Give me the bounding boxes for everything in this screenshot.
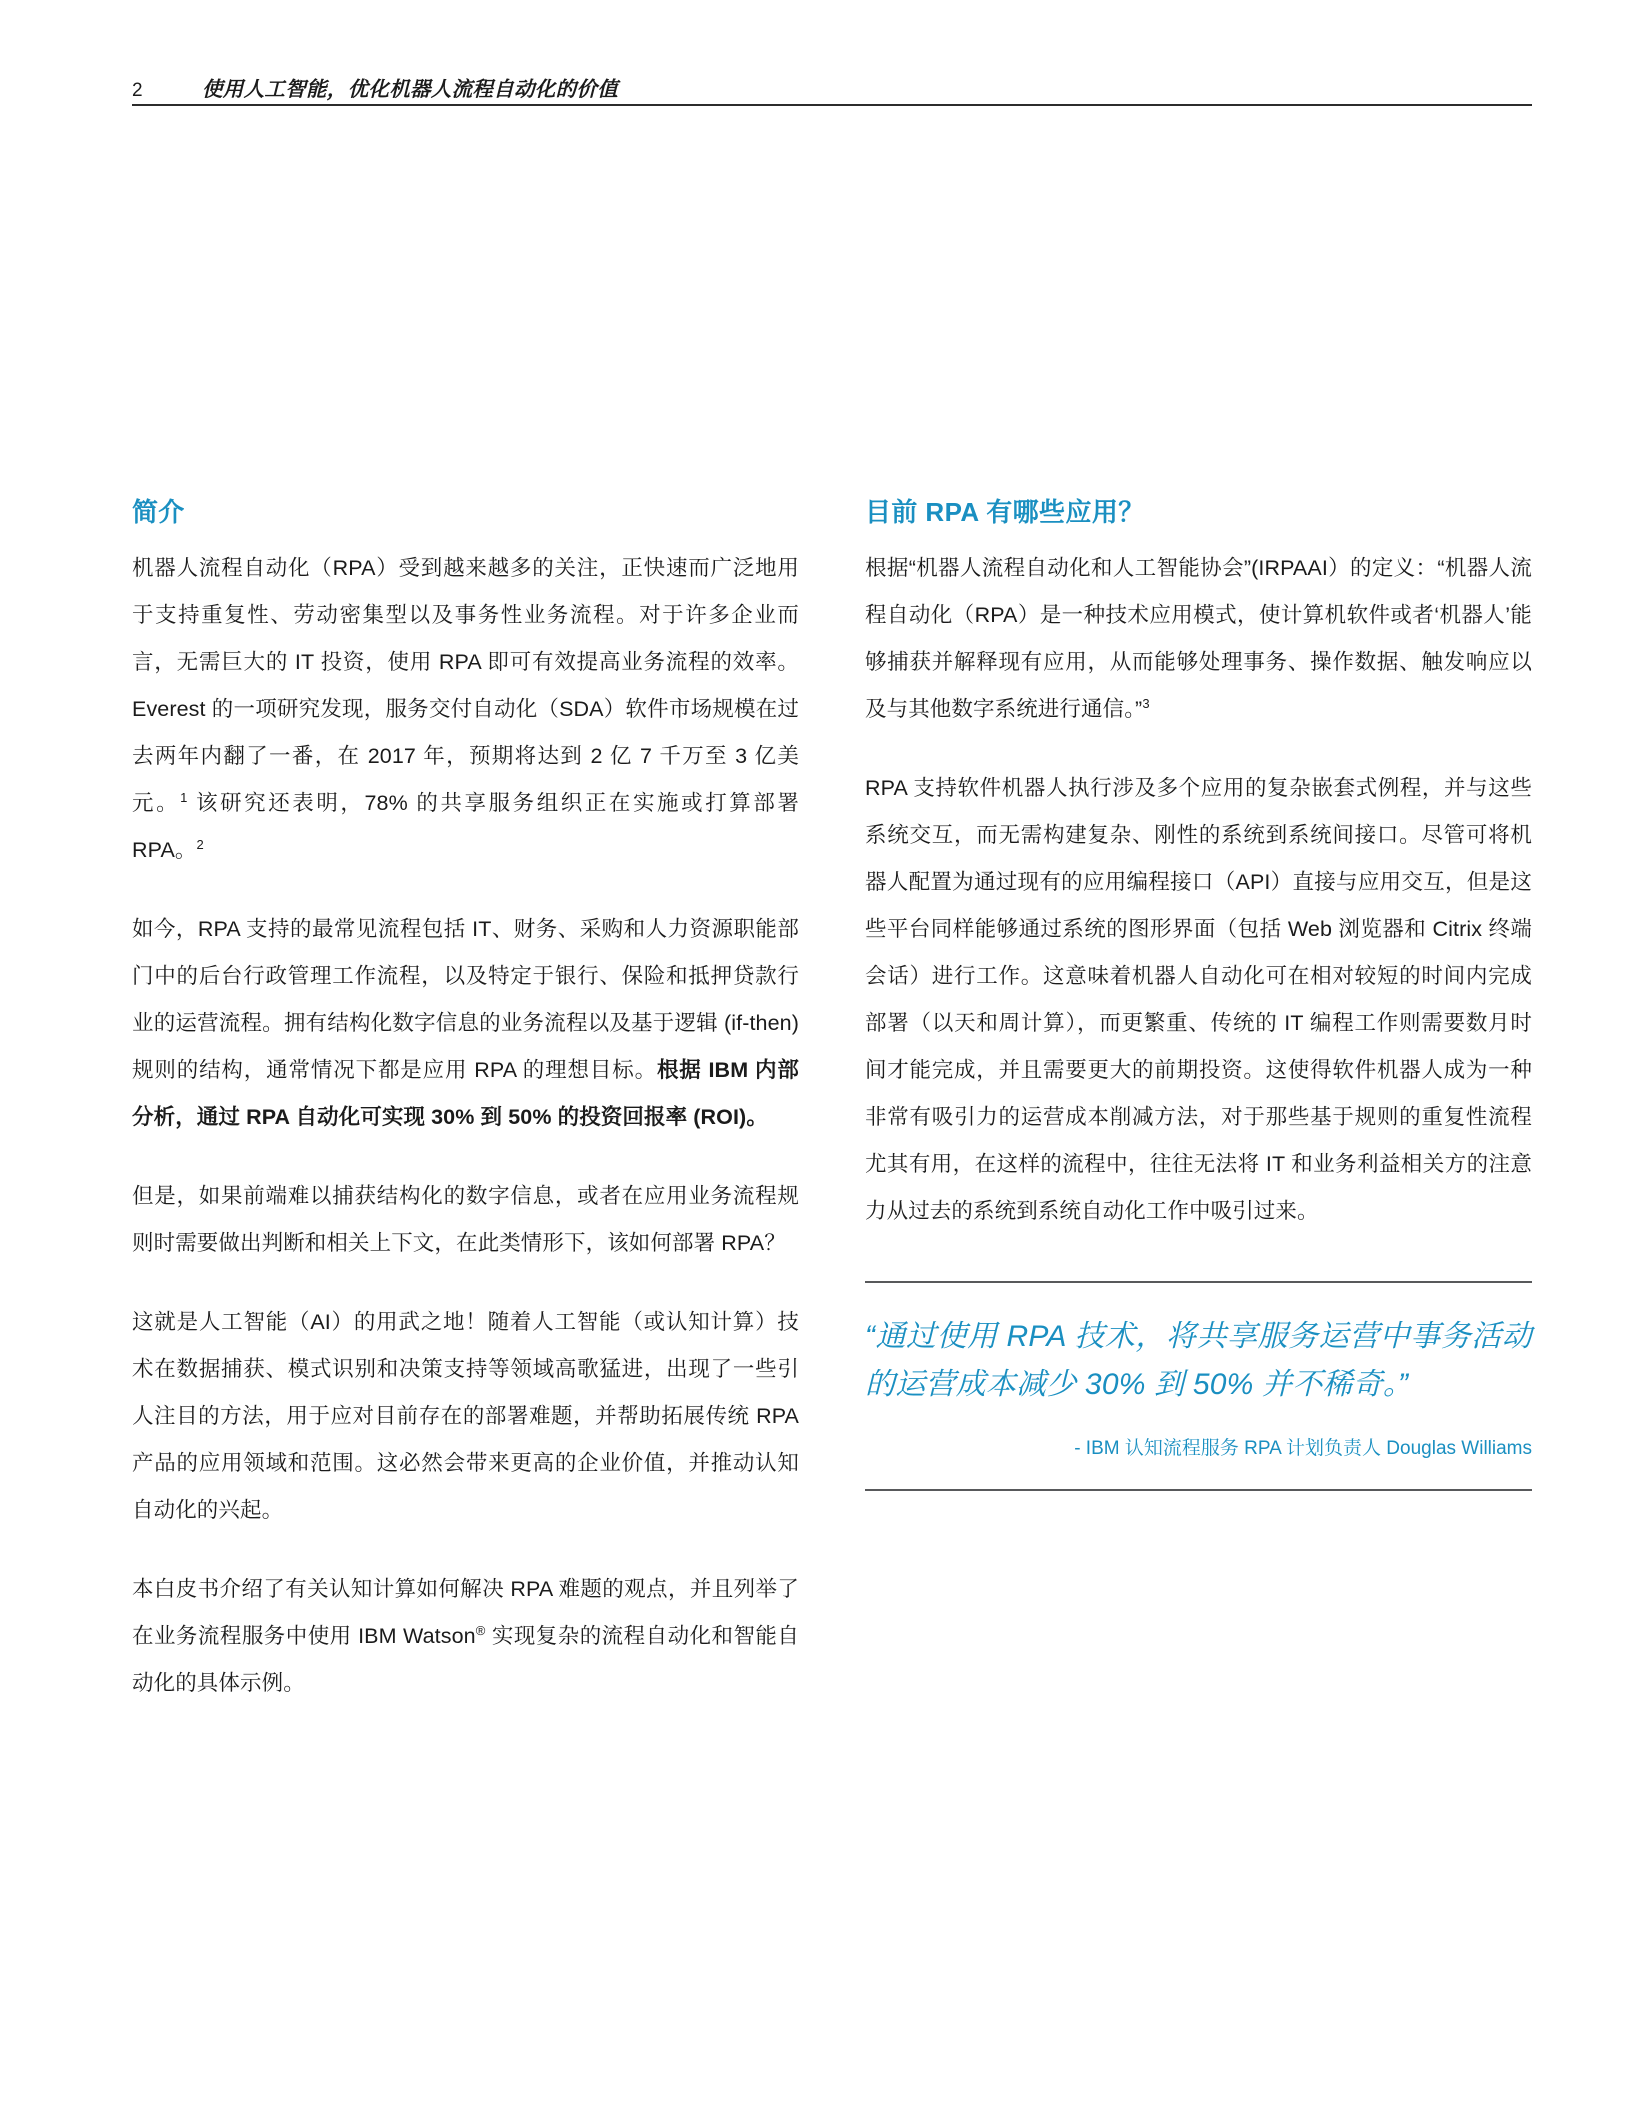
- registered-mark: ®: [475, 1623, 486, 1639]
- pull-quote-attribution: - IBM 认知流程服务 RPA 计划负责人 Douglas Williams: [1074, 1438, 1532, 1460]
- pull-quote: [865, 1281, 1532, 1491]
- text-run: 机器人流程自动化（RPA）受到越来越多的关注，正快速而广泛地用于支持重复性、劳动密集型以及事务性业务流程。对于许多企业而言，无需巨大的 IT 投资，使用 RPA 即可有效提高业务流程的效率。Everest 的一项研究发现，服务交付自动化（SDA）软件市场规模在过去两年内翻了一番，在 2017 年，预期将达到 2 亿 7 千万至 3 亿美元。: [132, 556, 799, 816]
- paragraph: [865, 545, 1532, 733]
- right-column: [865, 497, 1532, 1707]
- body-columns: [132, 497, 1532, 1707]
- running-header: [132, 72, 1532, 102]
- pull-quote-text: “通过使用 RPA 技术，将共享服务运营中事务活动的运营成本减少 30% 到 50% 并不稀奇。”: [865, 1320, 1532, 1402]
- text-run: 如今，RPA 支持的最常见流程包括 IT、财务、采购和人力资源职能部门中的后台行政管理工作流程，以及特定于银行、保险和抵押贷款行业的运营流程。拥有结构化数字信息的业务流程以及基于逻辑 (if-then) 规则的结构，通常情况下都是应用 RPA 的理想目标。: [132, 917, 799, 1083]
- footnote-marker: 3: [1142, 696, 1150, 712]
- header-divider: [132, 104, 1532, 106]
- text-run: 根据“机器人流程自动化和人工智能协会”(IRPAAI）的定义：“机器人流程自动化（RPA）是一种技术应用模式，使计算机软件或者‘机器人’能够捕获并解释现有应用，从而能够处理事务、操作数据、触发响应以及与其他数字系统进行通信。”: [865, 556, 1532, 722]
- left-section-heading: 简介: [132, 497, 185, 527]
- paragraph: [865, 765, 1532, 1235]
- paragraph: [132, 906, 799, 1141]
- paragraph: [132, 545, 799, 874]
- text-run: 实现复杂的流程自动化和智能自动化的具体示例。: [132, 1624, 799, 1696]
- text-run: 但是，如果前端难以捕获结构化的数字信息，或者在应用业务流程规则时需要做出判断和相关上下文，在此类情形下，该如何部署 RPA？: [132, 1184, 799, 1256]
- text-run: 本白皮书介绍了有关认知计算如何解决 RPA 难题的观点，并且列举了在业务流程服务中使用 IBM Watson: [132, 1577, 799, 1649]
- emphasis-text: 根据 IBM 内部分析，通过 RPA 自动化可实现 30% 到 50% 的投资回报率 (ROI)。: [132, 1058, 799, 1130]
- pull-quote-top-divider: [865, 1281, 1532, 1283]
- text-run: 该研究还表明，78% 的共享服务组织正在实施或打算部署 RPA。: [132, 791, 800, 863]
- footnote-marker: 1: [180, 790, 188, 806]
- pull-quote-bottom-divider: [865, 1489, 1532, 1491]
- paragraph: [132, 1299, 799, 1534]
- footnote-marker: 2: [196, 837, 204, 853]
- paragraph: [132, 1566, 799, 1707]
- document-title: 使用人工智能，优化机器人流程自动化的价值: [202, 78, 618, 101]
- paragraph: [132, 1173, 799, 1267]
- left-column: [132, 497, 799, 1707]
- text-run: RPA 支持软件机器人执行涉及多个应用的复杂嵌套式例程，并与这些系统交互，而无需构建复杂、刚性的系统到系统间接口。尽管可将机器人配置为通过现有的应用编程接口（API）直接与应用交互，但是这些平台同样能够通过系统的图形界面（包括 Web 浏览器和 Citrix 终端会话）进行工作。这意味着机器人自动化可在相对较短的时间内完成部署（以天和周计算），而更繁重、传统的 IT 编程工作则需要数月时间才能完成，并且需要更大的前期投资。这使得软件机器人成为一种非常有吸引力的运营成本削减方法，对于那些基于规则的重复性流程尤其有用，在这样的流程中，往往无法将 IT 和业务利益相关方的注意力从过去的系统到系统自动化工作中吸引过来。: [865, 776, 1532, 1224]
- text-run: 这就是人工智能（AI）的用武之地！随着人工智能（或认知计算）技术在数据捕获、模式识别和决策支持等领域高歌猛进，出现了一些引人注目的方法，用于应对目前存在的部署难题，并帮助拓展传统 RPA 产品的应用领域和范围。这必然会带来更高的企业价值，并推动认知自动化的兴起。: [132, 1310, 799, 1523]
- page-number: 2: [132, 80, 143, 101]
- right-section-heading: 目前 RPA 有哪些应用？: [865, 497, 1145, 527]
